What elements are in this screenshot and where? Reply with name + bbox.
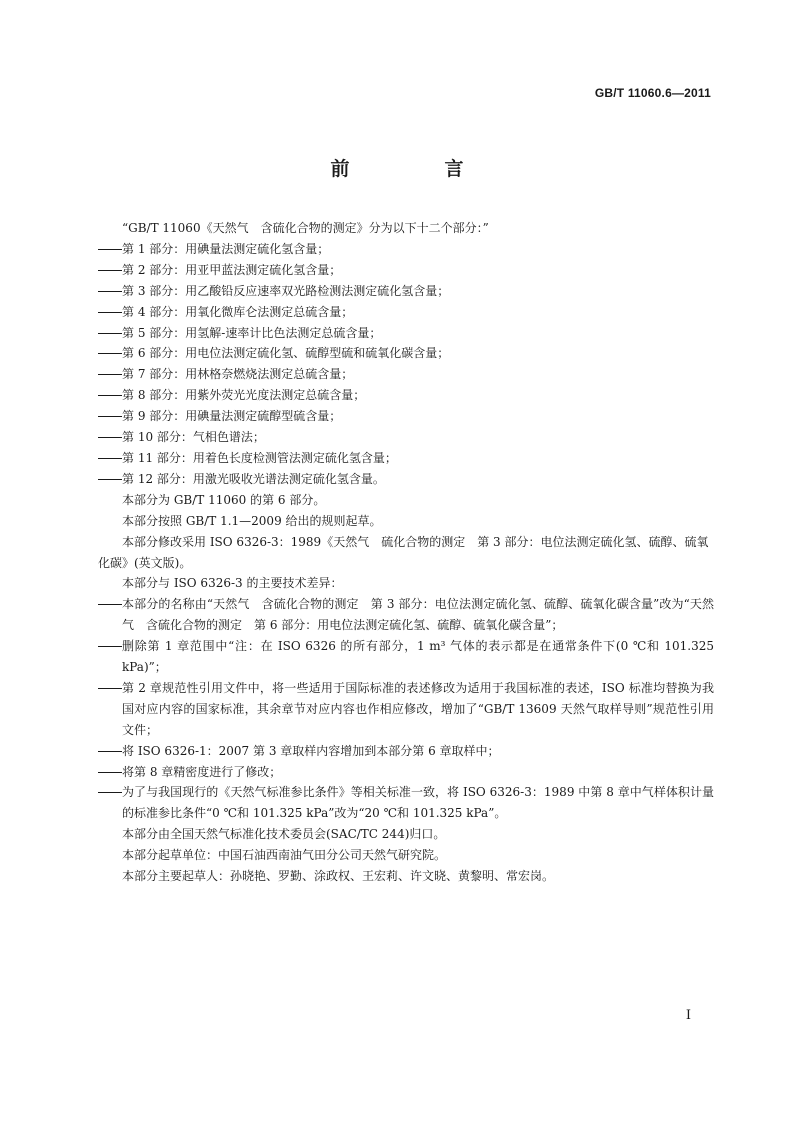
difference-item bbox=[98, 636, 714, 678]
difference-item-text: 为了与我国现行的《天然气标准参比条件》等相关标准一致，将 ISO 6326-3：1989 中第 8 章中气样体积计量的标准参比条件“0 ℃和 101.325 kPa”改为“20 ℃和 101.325 kPa”。 bbox=[122, 785, 714, 821]
em-dash bbox=[98, 594, 122, 636]
em-dash bbox=[98, 343, 122, 364]
part-item bbox=[98, 302, 714, 323]
differences-intro-paragraph: 本部分与 ISO 6326-3 的主要技术差异： bbox=[122, 576, 343, 591]
difference-item-text: 第 2 章规范性引用文件中，将一些适用于国际标准的表述修改为适用于我国标准的表述，ISO 标准均替换为我国对应内容的国家标准，其余章节对应内容也作相应修改，增加了“GB/T 13609 天然气取样导则”规范性引用文件； bbox=[122, 680, 714, 737]
part-item bbox=[98, 427, 714, 448]
foreword-body bbox=[98, 218, 714, 887]
part-item-text: 第 4 部分：用氧化微库仑法测定总硫含量； bbox=[122, 304, 354, 319]
page-title: 前 言 bbox=[330, 158, 502, 180]
intro-paragraph: “GB/T 11060《天然气 含硫化合物的测定》分为以下十二个部分：” bbox=[122, 221, 489, 235]
proposed-by-paragraph: 本部分由全国天然气标准化技术委员会(SAC/TC 244)归口。 bbox=[122, 827, 446, 842]
part-item bbox=[98, 323, 714, 344]
part-item bbox=[98, 406, 714, 427]
em-dash bbox=[98, 762, 122, 783]
difference-item bbox=[98, 678, 714, 741]
difference-item bbox=[98, 762, 714, 783]
part-item-text: 第 1 部分：用碘量法测定硫化氢含量； bbox=[122, 241, 330, 256]
part-item bbox=[98, 448, 714, 469]
difference-item-text: 将 ISO 6326-1：2007 第 3 章取样内容增加到本部分第 6 章取样中； bbox=[122, 743, 500, 758]
em-dash bbox=[98, 469, 122, 490]
part-item-text: 第 5 部分：用氢解-速率计比色法测定总硫含量； bbox=[122, 325, 382, 340]
difference-item bbox=[98, 741, 714, 762]
em-dash bbox=[98, 323, 122, 344]
part-item-text: 第 12 部分：用激光吸收光谱法测定硫化氢含量。 bbox=[122, 471, 385, 486]
part-item-text: 第 8 部分：用紫外荧光光度法测定总硫含量； bbox=[122, 388, 366, 403]
part-item-text: 第 9 部分：用碘量法测定硫醇型硫含量； bbox=[122, 409, 342, 424]
difference-item bbox=[98, 594, 714, 636]
em-dash bbox=[98, 239, 122, 260]
part-item bbox=[98, 469, 714, 490]
drafting-unit-paragraph: 本部分起草单位：中国石油西南油气田分公司天然气研究院。 bbox=[122, 848, 447, 863]
em-dash bbox=[98, 364, 122, 385]
em-dash bbox=[98, 260, 122, 281]
em-dash bbox=[98, 302, 122, 323]
em-dash bbox=[98, 427, 122, 448]
part-item-text: 第 2 部分：用亚甲蓝法测定硫化氢含量； bbox=[122, 262, 342, 277]
em-dash bbox=[98, 782, 122, 824]
part-item bbox=[98, 260, 714, 281]
em-dash bbox=[98, 741, 122, 762]
em-dash bbox=[98, 678, 122, 741]
part-item-text: 第 7 部分：用林格奈燃烧法测定总硫含量； bbox=[122, 367, 354, 382]
part-item-text: 第 6 部分：用电位法测定硫化氢、硫醇型硫和硫氧化碳含量； bbox=[122, 346, 450, 361]
em-dash bbox=[98, 406, 122, 427]
part-item bbox=[98, 343, 714, 364]
em-dash bbox=[98, 448, 122, 469]
standard-number: GB/T 11060.6—2011 bbox=[594, 86, 711, 100]
part-item-text: 第 11 部分：用着色长度检测管法测定硫化氢含量； bbox=[122, 450, 397, 465]
difference-item-text: 本部分的名称由“天然气 含硫化合物的测定 第 3 部分：电位法测定硫化氢、硫醇、硫氧化碳含量”改为“天然气 含硫化合物的测定 第 6 部分：用电位法测定硫化氢、硫醇、硫氧化碳含量”； bbox=[122, 597, 714, 633]
drafting-rules-paragraph: 本部分按照 GB/T 1.1—2009 给出的规则起草。 bbox=[122, 513, 382, 528]
part-of-paragraph: 本部分为 GB/T 11060 的第 6 部分。 bbox=[122, 492, 326, 507]
modified-adoption-paragraph: 本部分修改采用 ISO 6326-3：1989《天然气 硫化合物的测定 第 3 部分：电位法测定硫化氢、硫醇、硫氧化碳》(英文版)。 bbox=[98, 534, 709, 570]
part-item bbox=[98, 385, 714, 406]
page-number: I bbox=[685, 1008, 691, 1023]
difference-item-text: 删除第 1 章范围中“注：在 ISO 6326 的所有部分，1 m³ 气体的表示都是在通常条件下(0 ℃和 101.325 kPa)”； bbox=[122, 639, 714, 675]
part-item bbox=[98, 239, 714, 260]
em-dash bbox=[98, 636, 122, 678]
part-item bbox=[98, 281, 714, 302]
em-dash bbox=[98, 385, 122, 406]
difference-item bbox=[98, 782, 714, 824]
em-dash bbox=[98, 281, 122, 302]
difference-item-text: 将第 8 章精密度进行了修改； bbox=[122, 764, 282, 779]
drafters-paragraph: 本部分主要起草人：孙晓艳、罗勤、涂政权、王宏莉、许文晓、黄黎明、常宏岗。 bbox=[122, 869, 555, 884]
part-item-text: 第 10 部分：气相色谱法； bbox=[122, 430, 265, 445]
part-item-text: 第 3 部分：用乙酸铅反应速率双光路检测法测定硫化氢含量； bbox=[122, 283, 450, 298]
part-item bbox=[98, 364, 714, 385]
